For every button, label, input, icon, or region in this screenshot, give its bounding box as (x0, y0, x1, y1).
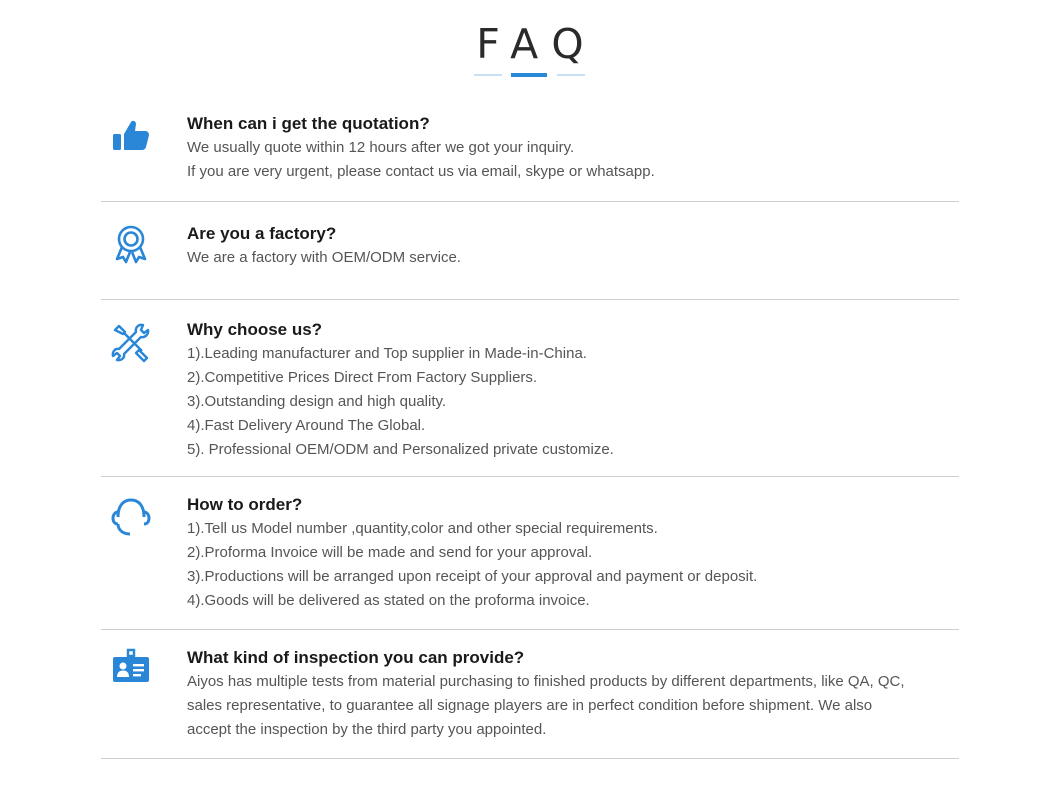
faq-answer-line: 3).Outstanding design and high quality. (187, 393, 447, 410)
faq-answer-line: If you are very urgent, please contact us via email, skype or whatsapp. (187, 163, 655, 180)
faq-question: How to order? (187, 495, 303, 514)
faq-answer-line: accept the inspection by the third party you appointed. (187, 721, 547, 738)
faq-question: Why choose us? (187, 320, 323, 339)
id-badge-icon (109, 646, 153, 690)
title-underline-left (474, 74, 502, 76)
headset-icon (109, 493, 153, 537)
faq-item-why-us (101, 300, 959, 477)
award-ribbon-icon (109, 222, 153, 266)
faq-answer-line: 4).Fast Delivery Around The Global. (187, 417, 426, 434)
faq-answer-line: 1).Tell us Model number ,quantity,color and other special requirements. (187, 520, 658, 537)
tools-icon (109, 320, 153, 364)
title-underline-right (557, 74, 585, 76)
title-underline-accent (511, 73, 547, 77)
faq-item-factory (101, 202, 959, 300)
faq-answer-line: 1).Leading manufacturer and Top supplier in Made-in-China. (187, 345, 587, 362)
faq-answer-line: 5). Professional OEM/ODM and Personalized private customize. (187, 441, 614, 458)
faq-answer (187, 246, 959, 270)
faq-answer (187, 670, 959, 742)
page-title: FAQ (476, 20, 598, 68)
faq-item-how-to-order (101, 477, 959, 630)
faq-question: Are you a factory? (187, 224, 337, 243)
faq-answer-line: 4).Goods will be delivered as stated on the proforma invoice. (187, 592, 590, 609)
faq-answer (187, 342, 959, 462)
faq-answer-line: 3).Productions will be arranged upon receipt of your approval and payment or deposit. (187, 568, 758, 585)
faq-item-quotation (101, 98, 959, 202)
faq-answer-line: 2).Proforma Invoice will be made and send for your approval. (187, 544, 593, 561)
faq-answer (187, 517, 959, 613)
faq-answer-line: sales representative, to guarantee all signage players are in perfect condition before shipment. We also (187, 697, 873, 714)
faq-answer-line: 2).Competitive Prices Direct From Factory Suppliers. (187, 369, 538, 386)
thumbs-up-icon (109, 114, 153, 158)
faq-answer (187, 136, 959, 184)
faq-question: When can i get the quotation? (187, 114, 430, 133)
faq-answer-line: We are a factory with OEM/ODM service. (187, 249, 461, 266)
faq-question: What kind of inspection you can provide? (187, 648, 525, 667)
faq-list (101, 98, 959, 759)
faq-item-inspection (101, 630, 959, 759)
faq-answer-line: Aiyos has multiple tests from material purchasing to finished products by different departments, like QA, QC, (187, 673, 905, 690)
faq-answer-line: We usually quote within 12 hours after we got your inquiry. (187, 139, 575, 156)
